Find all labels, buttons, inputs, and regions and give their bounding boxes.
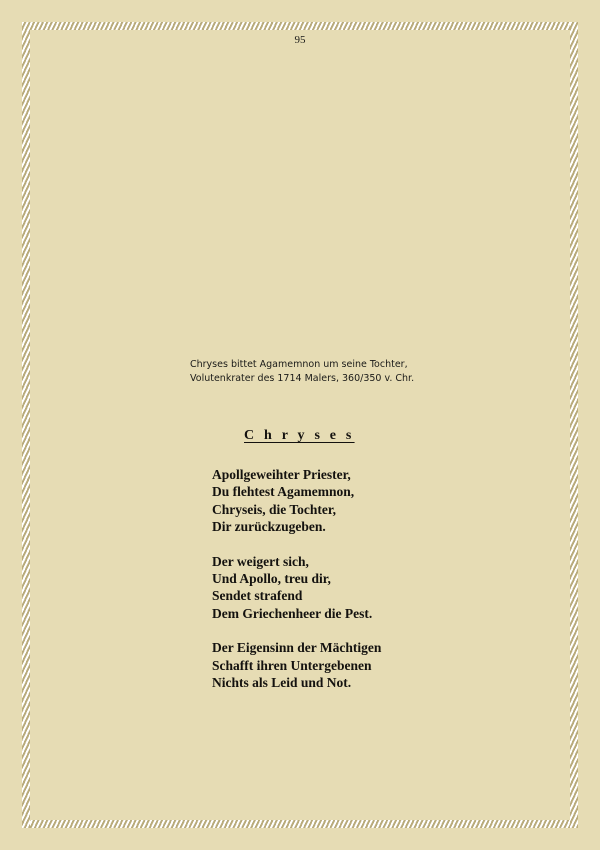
poem-line: Der Eigensinn der Mächtigen	[212, 640, 382, 656]
page-number: 95	[294, 34, 306, 46]
poem-line: Du flehtest Agamemnon,	[212, 484, 355, 500]
poem-line: Sendet strafend	[212, 588, 303, 604]
decorative-border-right	[570, 22, 578, 828]
poem-line: Der weigert sich,	[212, 553, 309, 569]
poem-stanza	[212, 553, 490, 623]
poem-line: Nichts als Leid und Not.	[212, 675, 352, 691]
poem-line: Dem Griechenheer die Pest.	[212, 605, 373, 621]
poem-line: Und Apollo, treu dir,	[212, 571, 331, 587]
decorative-border-left	[22, 22, 30, 828]
poem-title: C h r y s e s	[244, 428, 355, 443]
poem-line: Chryseis, die Tochter,	[212, 501, 337, 517]
decorative-border-top	[22, 22, 578, 30]
poem-stanza	[212, 639, 490, 691]
figure-caption-line-2: Volutenkrater des 1714 Malers, 360/350 v. Chr.	[190, 373, 415, 384]
poem-line: Dir zurückzugeben.	[212, 519, 326, 535]
poem-line: Schafft ihren Untergebenen	[212, 657, 372, 673]
decorative-border-bottom	[22, 820, 578, 828]
figure-caption	[190, 358, 490, 386]
poem-body	[212, 466, 490, 691]
page-content	[190, 358, 490, 691]
poem-line: Apollgeweihter Priester,	[212, 467, 351, 482]
figure-caption-line-1: Chryses bittet Agamemnon um seine Tochter,	[190, 359, 408, 370]
poem-stanza	[212, 466, 490, 536]
